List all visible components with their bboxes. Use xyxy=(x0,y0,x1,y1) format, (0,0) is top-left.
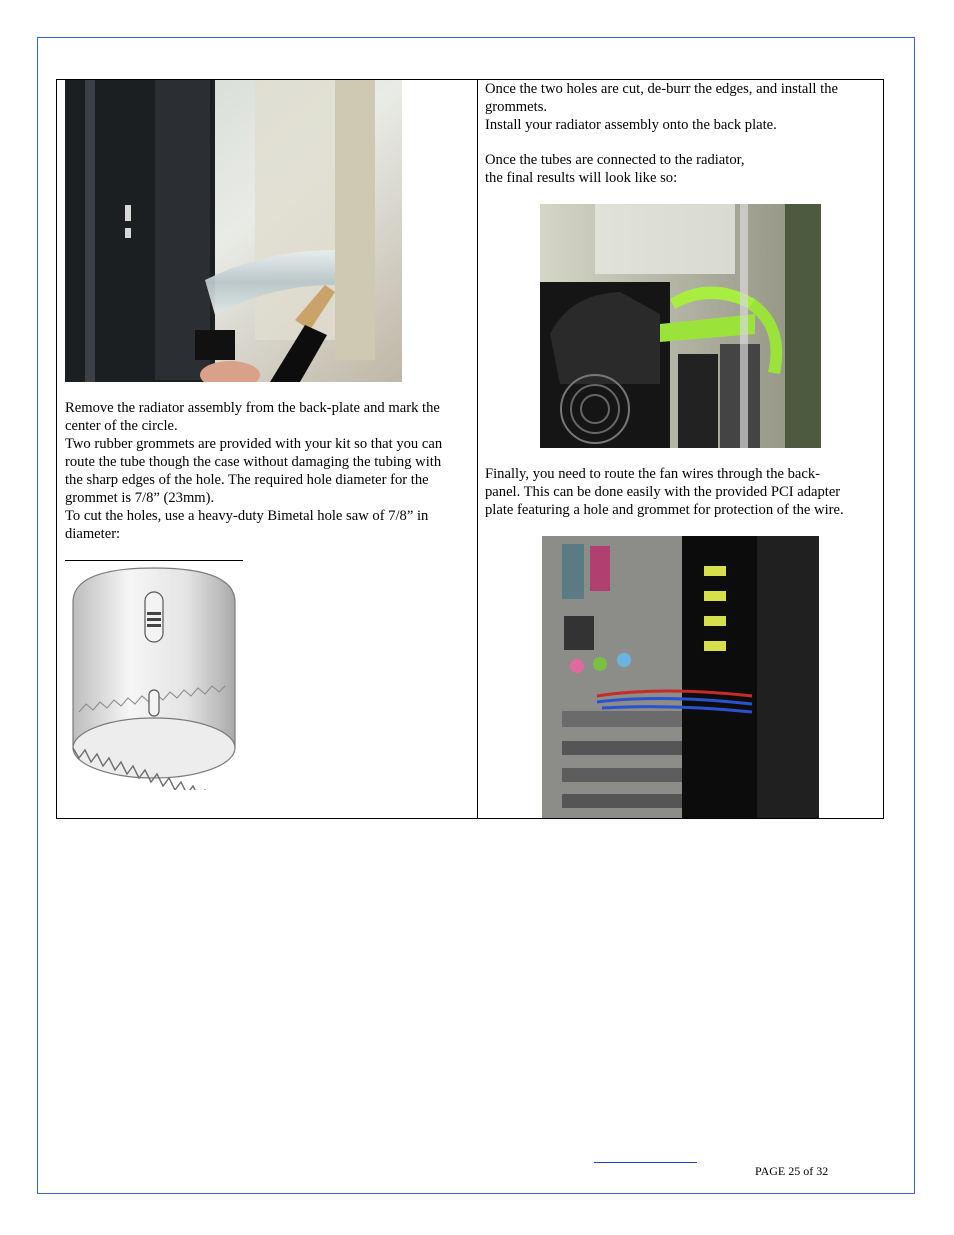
fan-wires-backpanel-photo xyxy=(542,536,819,818)
page-number: PAGE 25 of 32 xyxy=(755,1164,829,1178)
underline-rule xyxy=(65,560,243,561)
right-wires-text: Finally, you need to route the fan wires through the back- panel. This can be done easily with the provided PCI adapter plate featuring a hole and grommet for protection of the wire. xyxy=(485,466,844,518)
hole-saw-illustration xyxy=(67,562,241,790)
right-tubes-text: Once the tubes are connected to the radiator, the final results will look like so: xyxy=(485,152,745,186)
footer-link-underline[interactable] xyxy=(594,1162,697,1163)
right-intro-text: Once the two holes are cut, de-burr the edges, and install the grommets. Install your radiator assembly onto the back plate. xyxy=(485,81,838,133)
radiator-installed-photo xyxy=(540,204,821,448)
column-divider xyxy=(477,80,478,818)
instruction-table xyxy=(56,79,884,819)
marking-radiator-photo xyxy=(65,80,402,382)
left-instructions: Remove the radiator assembly from the back-plate and mark the center of the circle. Two rubber grommets are provided with your kit so that you can route the tube though the case without damaging the tubing with the sharp edges of the hole. The required hole diameter for the grommet is 7/8” (23mm). To cut the holes, use a heavy-duty Bimetal hole saw of 7/8” in diameter: xyxy=(65,400,443,542)
